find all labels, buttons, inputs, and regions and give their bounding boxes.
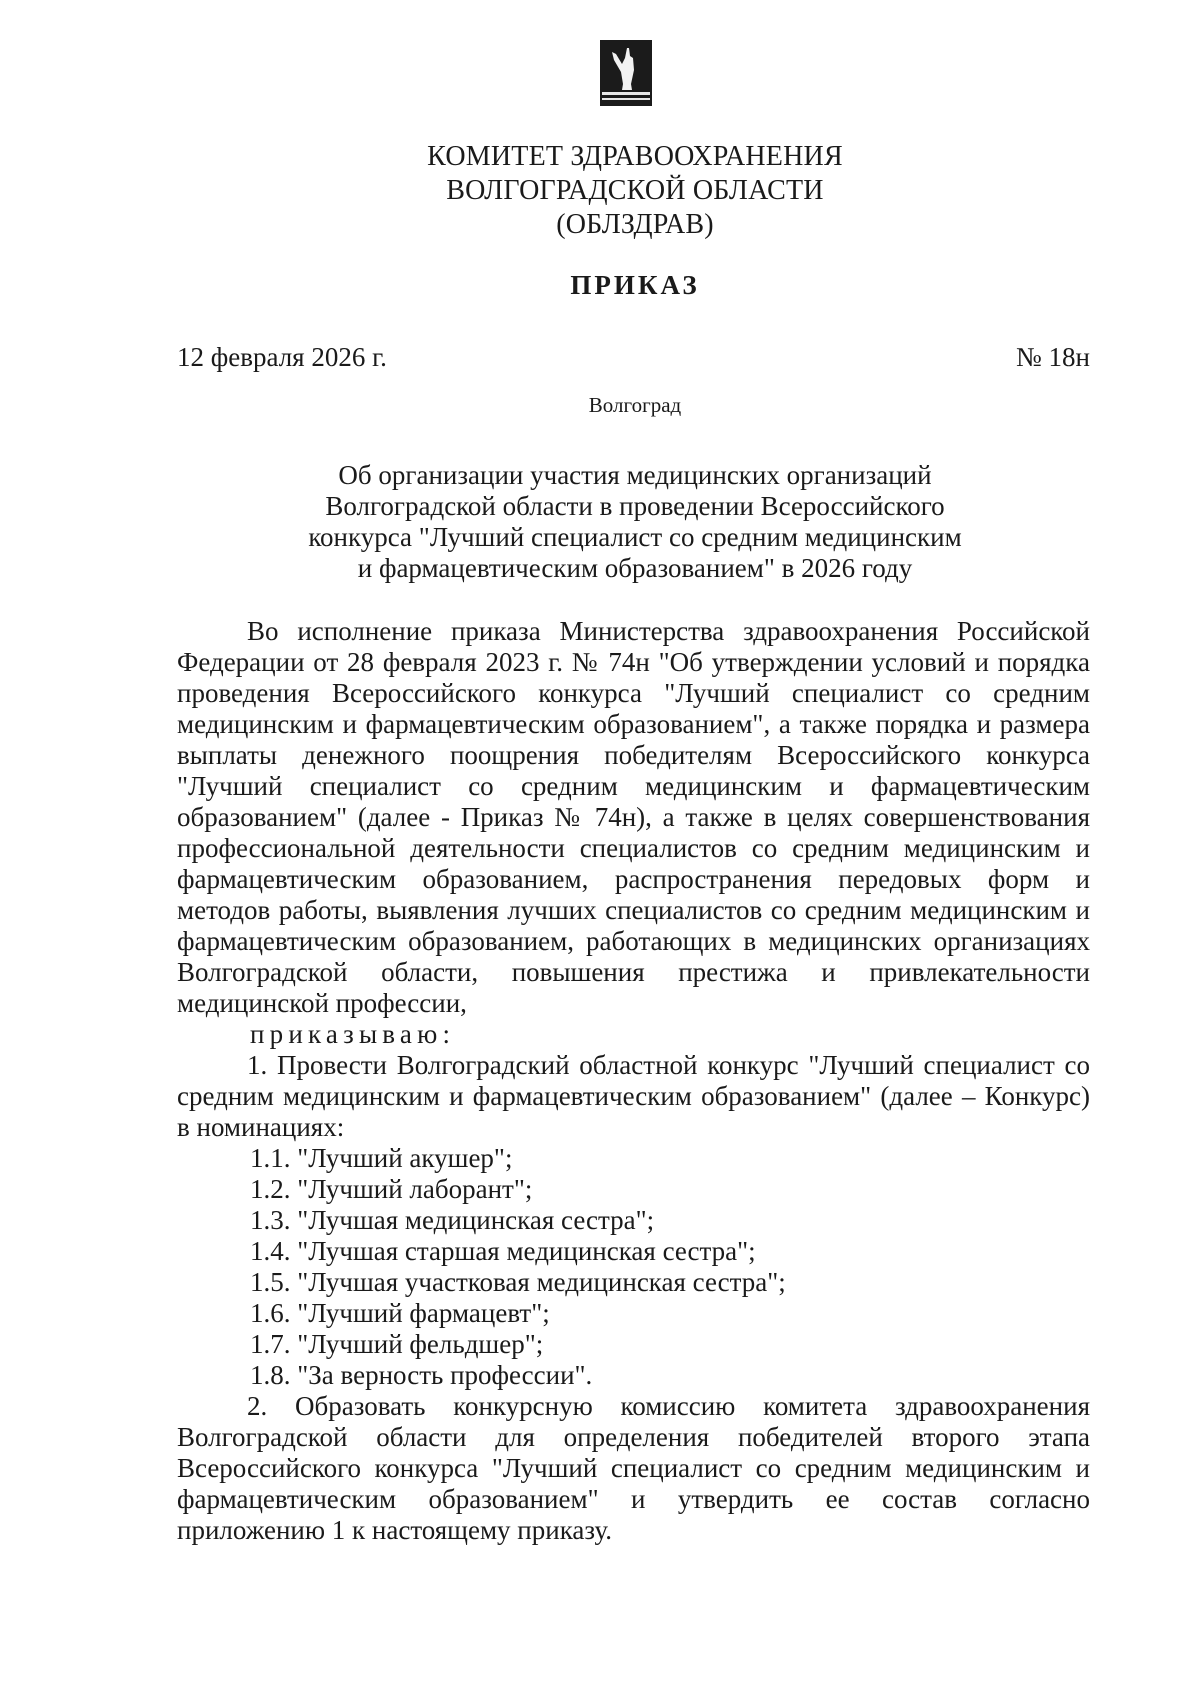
org-name-line-3: (ОБЛЗДРАВ) — [556, 209, 714, 240]
document-subject — [0, 460, 1200, 584]
nomination-item: 1.8. "За верность профессии". — [250, 1360, 593, 1390]
nomination-item: 1.4. "Лучшая старшая медицинская сестра"; — [250, 1236, 756, 1266]
subject-line-1: Об организации участия медицинских организаций — [338, 460, 932, 490]
preamble-paragraph: Во исполнение приказа Министерства здравоохранения Российской Федерации от 28 февраля 2023 г. № 74н "Об утверждении условий и порядка проведения Всероссийского конкурса "Лучший специалист со средним медицинским и фармацевтическим образованием", а также порядка и размера выплаты денежного поощрения победителям Всероссийского конкурса "Лучший специалист со средним медицинским и фармацевтическим образованием" (далее - Приказ № 74н), а также в целях совершенствования профессиональной деятельности специалистов со средним медицинским и фармацевтическим образованием, распространения передовых форм и методов работы, выявления лучших специалистов со средним медицинским и фармацевтическим образованием, работающих в медицинских организациях Волгоградской области, повышения престижа и привлекательности медицинской профессии, — [177, 616, 1090, 1018]
document-date: 12 февраля 2026 г. — [177, 342, 387, 372]
subject-line-2: Волгоградской области в проведении Всероссийского — [325, 491, 945, 521]
nomination-item: 1.7. "Лучший фельдшер"; — [250, 1329, 544, 1359]
document-number: № 18н — [1016, 342, 1090, 372]
document-body — [177, 616, 1090, 1546]
nomination-item: 1.5. "Лучшая участковая медицинская сестра"; — [250, 1267, 786, 1297]
nomination-item: 1.3. "Лучшая медицинская сестра"; — [250, 1205, 655, 1235]
nomination-item: 1.6. "Лучший фармацевт"; — [250, 1298, 550, 1328]
org-name-line-2: ВОЛГОГРАДСКОЙ ОБЛАСТИ — [446, 175, 824, 206]
order-item-2: 2. Образовать конкурсную комиссию комитета здравоохранения Волгоградской области для определения победителей второго этапа Всероссийского конкурса "Лучший специалист со средним медицинским и фармацевтическим образованием" и утвердить ее состав согласно приложению 1 к настоящему приказу. — [177, 1391, 1090, 1545]
document-type-title: ПРИКАЗ — [570, 270, 700, 300]
nomination-item: 1.1. "Лучший акушер"; — [250, 1143, 513, 1173]
subject-line-4: и фармацевтическим образованием" в 2026 году — [357, 553, 913, 583]
document-city: Волгоград — [588, 393, 682, 417]
org-name-line-1: КОМИТЕТ ЗДРАВООХРАНЕНИЯ — [427, 141, 843, 172]
order-word: приказываю: — [250, 1019, 456, 1049]
nomination-item: 1.2. "Лучший лаборант"; — [250, 1174, 533, 1204]
volgograd-coat-of-arms-icon — [600, 40, 652, 106]
subject-line-3: конкурса "Лучший специалист со средним медицинским — [308, 522, 962, 552]
order-item-1: 1. Провести Волгоградский областной конкурс "Лучший специалист со средним медицинским и фармацевтическим образованием" (далее – Конкурс) в номинациях: — [177, 1050, 1090, 1142]
